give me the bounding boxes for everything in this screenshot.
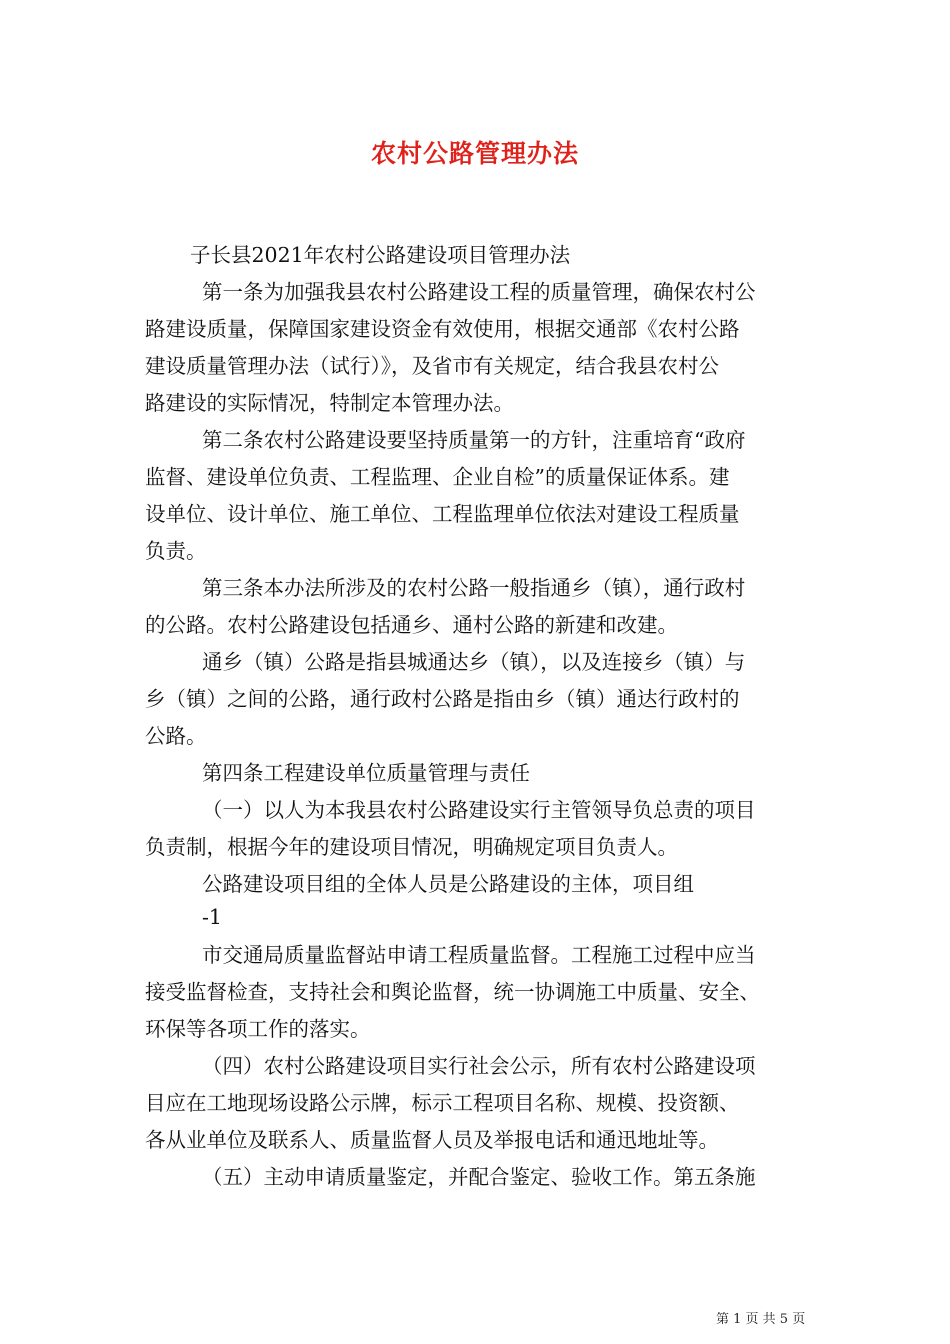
text-line: 第三条本办法所涉及的农村公路一般指通乡（镇），通行政村 (202, 576, 746, 600)
text-line: 的公路。农村公路建设包括通乡、通村公路的新建和改建。 (145, 613, 678, 637)
text-line: （一）以人为本我县农村公路建设实行主管领导负总责的项目 (202, 798, 756, 822)
text-line: 第二条农村公路建设要坚持质量第一的方针，注重培育“政府 (202, 428, 746, 452)
text-line: 路建设的实际情况，特制定本管理办法。 (145, 391, 514, 415)
text-line: -1 (202, 905, 222, 929)
text-line: 环保等各项工作的落实。 (145, 1017, 371, 1041)
text-line: 乡（镇）之间的公路，通行政村公路是指由乡（镇）通达行政村的 (145, 687, 740, 711)
text-line: 设单位、设计单位、施工单位、工程监理单位依法对建设工程质量 (145, 502, 740, 526)
text-line: 通乡（镇）公路是指县城通达乡（镇），以及连接乡（镇）与 (202, 650, 746, 674)
text-line: 第四条工程建设单位质量管理与责任 (202, 761, 530, 785)
text-line: 第一条为加强我县农村公路建设工程的质量管理，确保农村公 (202, 280, 756, 304)
text-line: 公路。 (145, 724, 207, 748)
text-line: 子长县2021年农村公路建设项目管理办法 (190, 243, 571, 267)
text-line: （五）主动申请质量鉴定，并配合鉴定、验收工作。第五条施 (202, 1165, 756, 1189)
text-line: 接受监督检查，支持社会和舆论监督，统一协调施工中质量、安全、 (145, 980, 760, 1004)
text-line: 负责制，根据今年的建设项目情况，明确规定项目负责人。 (145, 835, 678, 859)
text-line: 市交通局质量监督站申请工程质量监督。工程施工过程中应当 (202, 943, 756, 967)
text-line: 建设质量管理办法（试行）》，及省市有关规定，结合我县农村公 (145, 354, 719, 378)
text-line: 各从业单位及联系人、质量监督人员及举报电话和通迅地址等。 (145, 1128, 719, 1152)
page-indicator: 第 1 页 共 5 页 (716, 1312, 806, 1327)
text-line: （四）农村公路建设项目实行社会公示，所有农村公路建设项 (202, 1054, 756, 1078)
text-line: 负责。 (145, 539, 207, 563)
text-line: 监督、建设单位负责、工程监理、企业自检”的质量保证体系。建 (145, 465, 730, 489)
text-line: 目应在工地现场设路公示牌，标示工程项目名称、规模、投资额、 (145, 1091, 740, 1115)
document-title: 农村公路管理办法 (370, 139, 579, 168)
text-line: 路建设质量，保障国家建设资金有效使用，根据交通部《农村公路 (145, 317, 740, 341)
text-line: 公路建设项目组的全体人员是公路建设的主体，项目组 (202, 872, 694, 896)
